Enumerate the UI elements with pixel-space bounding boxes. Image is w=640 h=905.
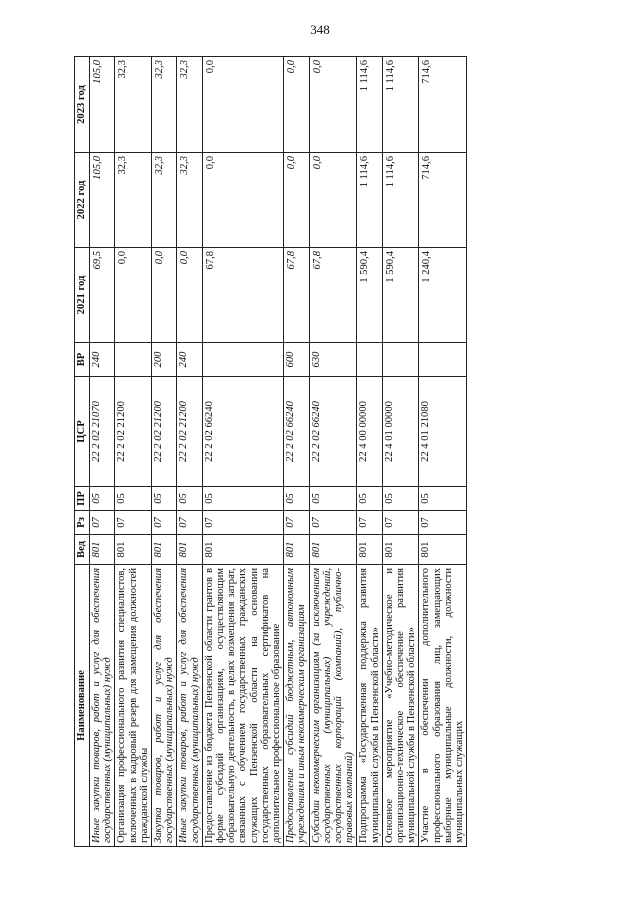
cell-rz: 07	[152, 511, 177, 535]
cell-ved: 801	[382, 535, 419, 565]
header-csr: ЦСР	[75, 377, 90, 487]
cell-vr	[419, 343, 467, 377]
cell-name: Предоставление субсидий бюджетным, автономным учреждениям и иным некоммерческим организациям	[284, 565, 309, 847]
cell-y2021: 67,8	[284, 248, 309, 343]
cell-y2023: 1 114,6	[382, 57, 419, 153]
header-2021: 2021 год	[75, 248, 90, 343]
header-name: Наименование	[75, 565, 90, 847]
cell-y2021: 0,0	[115, 248, 152, 343]
cell-vr	[115, 343, 152, 377]
cell-vr: 240	[90, 343, 115, 377]
cell-name: Предоставление из бюджета Пензенской области грантов в форме субсидий организациям, осуществляющим образовательную деятельность, в целях возмещения затрат, связанных с обучением государственных гражданских служащих Пензенской области на основании государственных образовательных сертификатов на дополнительное профессиональное образование	[202, 565, 283, 847]
cell-ved: 801	[90, 535, 115, 565]
header-rz: Рз	[75, 511, 90, 535]
table-row	[357, 57, 382, 847]
cell-name: Иные закупки товаров, работ и услуг для обеспечения государственных (муниципальных) нужд	[90, 565, 115, 847]
table-row	[382, 57, 419, 847]
cell-y2022: 32,3	[152, 153, 177, 248]
cell-vr: 600	[284, 343, 309, 377]
cell-y2023: 1 114,6	[357, 57, 382, 153]
table-body	[90, 57, 467, 847]
cell-y2023: 32,3	[177, 57, 202, 153]
cell-rz: 07	[382, 511, 419, 535]
cell-vr	[357, 343, 382, 377]
cell-y2022: 0,0	[284, 153, 309, 248]
cell-csr: 22 2 02 21070	[90, 377, 115, 487]
cell-ved: 801	[357, 535, 382, 565]
cell-name: Иные закупки товаров, работ и услуг для обеспечения государственных (муниципальных) нужд	[177, 565, 202, 847]
cell-rz: 07	[115, 511, 152, 535]
table-row	[309, 57, 357, 847]
cell-vr	[202, 343, 283, 377]
budget-table	[74, 56, 467, 847]
cell-pr: 05	[90, 487, 115, 511]
cell-name: Участие в обеспечении дополнительного профессионального образования лиц, замещающих выборные муниципальные должности, должности муниципальных служащих	[419, 565, 467, 847]
table-row	[202, 57, 283, 847]
cell-name: Организация профессионального развития специалистов, включенных в кадровый резерв для замещения должностей гражданской службы	[115, 565, 152, 847]
cell-y2022: 105,0	[90, 153, 115, 248]
cell-y2022: 32,3	[115, 153, 152, 248]
header-2022: 2022 год	[75, 153, 90, 248]
cell-y2023: 0,0	[309, 57, 357, 153]
header-vr: ВР	[75, 343, 90, 377]
cell-ved: 801	[152, 535, 177, 565]
cell-rz: 07	[202, 511, 283, 535]
cell-y2021: 67,8	[202, 248, 283, 343]
cell-csr: 22 2 02 21200	[177, 377, 202, 487]
cell-y2021: 1 240,4	[419, 248, 467, 343]
table-row	[90, 57, 115, 847]
cell-rz: 07	[357, 511, 382, 535]
cell-vr	[382, 343, 419, 377]
cell-rz: 07	[309, 511, 357, 535]
header-ved: Вед	[75, 535, 90, 565]
cell-rz: 07	[177, 511, 202, 535]
cell-rz: 07	[90, 511, 115, 535]
cell-pr: 05	[202, 487, 283, 511]
rotated-table-container	[74, 57, 542, 847]
cell-y2022: 32,3	[177, 153, 202, 248]
header-pr: ПР	[75, 487, 90, 511]
cell-y2021: 0,0	[177, 248, 202, 343]
cell-pr: 05	[115, 487, 152, 511]
cell-csr: 22 2 02 66240	[284, 377, 309, 487]
cell-pr: 05	[309, 487, 357, 511]
cell-name: Основное мероприятие «Учебно-методическое и организационно-техническое обеспечение развития муниципальной службы в Пензенской области»	[382, 565, 419, 847]
cell-name: Закупка товаров, работ и услуг для обеспечения государственных (муниципальных) нужд	[152, 565, 177, 847]
table-row	[177, 57, 202, 847]
cell-ved: 801	[202, 535, 283, 565]
cell-csr: 22 2 02 66240	[309, 377, 357, 487]
table-header-row	[75, 57, 90, 847]
table-row	[152, 57, 177, 847]
cell-pr: 05	[152, 487, 177, 511]
table-row	[115, 57, 152, 847]
cell-vr: 240	[177, 343, 202, 377]
cell-ved: 801	[284, 535, 309, 565]
cell-y2021: 67,8	[309, 248, 357, 343]
cell-ved: 801	[419, 535, 467, 565]
cell-y2021: 69,5	[90, 248, 115, 343]
cell-csr: 22 4 00 00000	[357, 377, 382, 487]
cell-csr: 22 2 02 21200	[115, 377, 152, 487]
cell-pr: 05	[382, 487, 419, 511]
cell-ved: 801	[115, 535, 152, 565]
cell-name: Субсидии некоммерческим организациям (за исключением государственных (муниципальных) учреждений, государственных корпораций (компаний), публично-правовых компаний)	[309, 565, 357, 847]
cell-pr: 05	[177, 487, 202, 511]
cell-y2021: 1 590,4	[382, 248, 419, 343]
cell-y2021: 0,0	[152, 248, 177, 343]
cell-name: Подпрограмма «Государственная поддержка развития муниципальной службы в Пензенской области»	[357, 565, 382, 847]
cell-y2023: 32,3	[152, 57, 177, 153]
table-row	[419, 57, 467, 847]
page-number: 348	[310, 22, 330, 37]
cell-y2023: 105,0	[90, 57, 115, 153]
cell-pr: 05	[284, 487, 309, 511]
cell-csr: 22 2 02 66240	[202, 377, 283, 487]
cell-rz: 07	[284, 511, 309, 535]
cell-y2021: 1 590,4	[357, 248, 382, 343]
cell-pr: 05	[419, 487, 467, 511]
cell-y2022: 1 114,6	[357, 153, 382, 248]
cell-rz: 07	[419, 511, 467, 535]
cell-y2023: 0,0	[284, 57, 309, 153]
cell-vr: 200	[152, 343, 177, 377]
cell-y2022: 1 114,6	[382, 153, 419, 248]
cell-ved: 801	[177, 535, 202, 565]
cell-y2023: 714,6	[419, 57, 467, 153]
cell-y2022: 0,0	[309, 153, 357, 248]
cell-y2023: 0,0	[202, 57, 283, 153]
cell-y2022: 0,0	[202, 153, 283, 248]
cell-csr: 22 4 01 00000	[382, 377, 419, 487]
cell-csr: 22 4 01 21080	[419, 377, 467, 487]
cell-vr: 630	[309, 343, 357, 377]
cell-pr: 05	[357, 487, 382, 511]
cell-y2023: 32,3	[115, 57, 152, 153]
cell-ved: 801	[309, 535, 357, 565]
cell-csr: 22 2 02 21200	[152, 377, 177, 487]
header-2023: 2023 год	[75, 57, 90, 153]
table-row	[284, 57, 309, 847]
cell-y2022: 714,6	[419, 153, 467, 248]
